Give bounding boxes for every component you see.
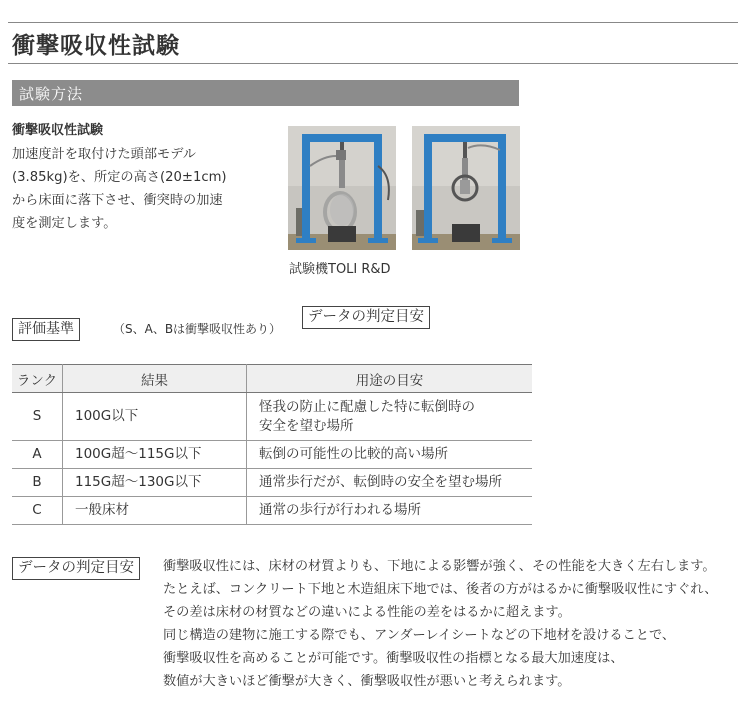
method-description: [12, 143, 267, 235]
usage-line: 安全を望む場所: [259, 417, 354, 434]
column-header-result: 結果: [63, 365, 247, 393]
result-cell: 100G以下: [63, 393, 247, 441]
description-line: (3.85kg)を、所定の高さ(20±1cm): [12, 170, 227, 185]
column-header-usage: 用途の目安: [247, 365, 533, 393]
table-row: [12, 497, 532, 525]
usage-line: 怪我の防止に配慮した特に転倒時の: [259, 398, 475, 415]
top-rule: [8, 22, 738, 23]
test-photo-2: [412, 126, 520, 250]
paragraph-line: その差は床材の材質などの違いによる性能の差をはるかに超えます。: [163, 605, 571, 620]
photo-caption: 試験機TOLI R&D: [289, 262, 391, 277]
description-line: から床面に落下させ、衝突時の加速: [12, 193, 223, 208]
rank-cell: B: [12, 469, 63, 497]
section-header: [12, 80, 519, 106]
paragraph-line: 衝撃吸収性には、床材の材質よりも、下地による影響が強く、その性能を大きく左右します。: [163, 559, 716, 574]
judgement-paragraph: [163, 555, 717, 693]
test-photo-1: [288, 126, 396, 250]
paragraph-line: 衝撃吸収性を高めることが可能です。衝撃吸収性の指標となる最大加速度は、: [163, 651, 624, 666]
result-cell: 一般床材: [63, 497, 247, 525]
paragraph-line: たとえば、コンクリート下地と木造組床下地では、後者の方がはるかに衝撃吸収性にすぐれ、: [163, 582, 718, 597]
data-guide-label: データの判定目安: [302, 306, 430, 329]
column-header-rank: ランク: [12, 365, 63, 393]
criteria-note: （S、A、Bは衝撃吸収性あり）: [113, 322, 282, 336]
table-row: [12, 393, 532, 441]
paragraph-line: 同じ構造の建物に施工する際でも、アンダーレイシートなどの下地材を設けることで、: [163, 628, 676, 643]
paragraph-line: 数値が大きいほど衝撃が大きく、衝撃吸収性が悪いと考えられます。: [163, 674, 571, 689]
usage-cell: [247, 393, 533, 441]
impact-tester-photo: [412, 126, 520, 250]
table-header-row: [12, 365, 532, 393]
rank-table: [12, 364, 532, 525]
result-cell: 115G超～130G以下: [63, 469, 247, 497]
rank-cell: A: [12, 441, 63, 469]
judgement-label: データの判定目安: [12, 557, 140, 580]
page-title: 衝撃吸収性試験: [12, 33, 180, 59]
impact-tester-photo: [288, 126, 396, 250]
criteria-label: 評価基準: [12, 318, 80, 341]
usage-cell: 通常の歩行が行われる場所: [247, 497, 533, 525]
description-line: 加速度計を取付けた頭部モデル: [12, 147, 196, 162]
rank-cell: S: [12, 393, 63, 441]
usage-cell: 通常歩行だが、転倒時の安全を望む場所: [247, 469, 533, 497]
usage-cell: 転倒の可能性の比較的高い場所: [247, 441, 533, 469]
description-line: 度を測定します。: [12, 216, 117, 231]
result-cell: 100G超～115G以下: [63, 441, 247, 469]
table-row: [12, 441, 532, 469]
rank-cell: C: [12, 497, 63, 525]
section-header-label: 試験方法: [19, 85, 84, 103]
method-heading: 衝撃吸収性試験: [12, 123, 104, 138]
title-rule: [8, 63, 738, 64]
table-row: [12, 469, 532, 497]
